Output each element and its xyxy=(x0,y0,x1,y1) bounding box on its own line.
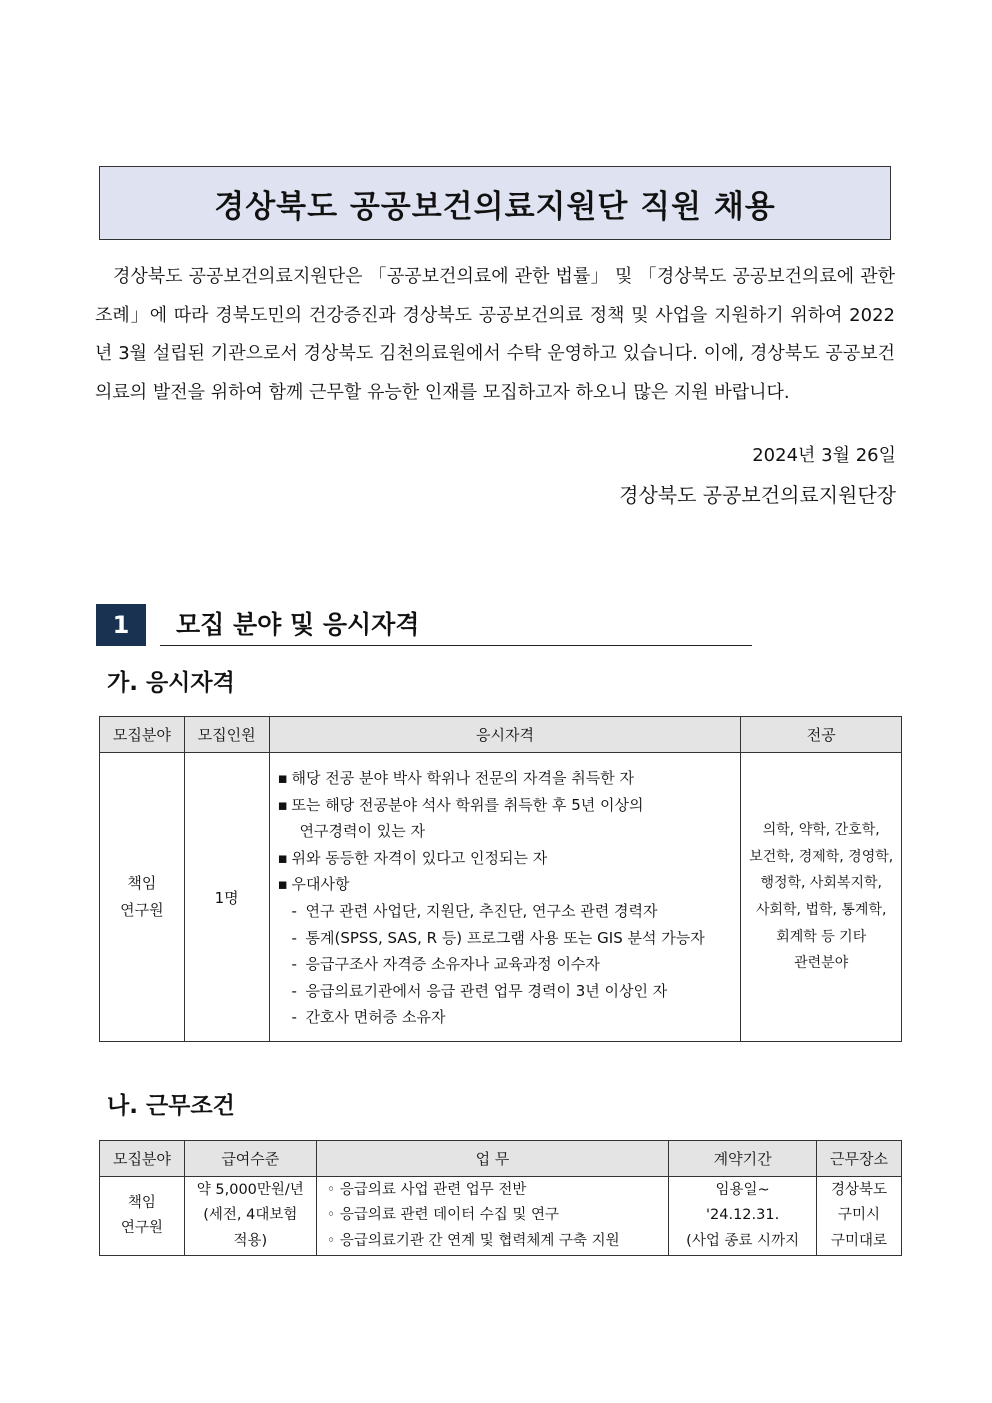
field-cell xyxy=(100,753,185,1042)
page-title: 경상북도 공공보건의료지원단 직원 채용 xyxy=(214,188,776,225)
preference-line: 연구 관련 사업단, 지원단, 추진단, 연구소 관련 경력자 xyxy=(305,901,658,920)
qualification-line: 위와 동등한 자격이 있다고 인정되는 자 xyxy=(291,848,548,867)
conditions-table xyxy=(99,1140,902,1256)
qualification-line: 우대사항 xyxy=(291,875,350,894)
col-header-qualification: 응시자격 xyxy=(269,717,741,753)
section-underline xyxy=(160,645,752,646)
signer: 경상북도 공공보건의료지원단장 xyxy=(619,483,896,507)
major-line: 관련분야 xyxy=(794,955,849,972)
salary-line: (세전, 4대보험 xyxy=(203,1207,298,1224)
col-header-field: 모집분야 xyxy=(100,1141,185,1177)
salary-line: 적용) xyxy=(233,1232,268,1249)
period-line: 임용일~ xyxy=(715,1181,770,1198)
major-line: 사회학, 법학, 통계학, xyxy=(755,902,887,918)
major-line: 보건학, 경제학, 경영학, xyxy=(749,848,894,865)
preference-line: 통계(SPSS, SAS, R 등) 프로그램 사용 또는 GIS 분석 가능자 xyxy=(305,928,705,947)
location-line: 경상북도 xyxy=(831,1181,888,1198)
period-cell xyxy=(669,1177,817,1256)
qualification-cell: ▪ 해당 전공 분야 박사 학위나 전문의 자격을 취득한 자 ▪ 또는 해당 전공분야 석사 학위를 취득한 후 5년 이상의 연구경력이 있는 자 ▪ 위와 동등한 자격이 있다고 인정되는 자 ▪ 우대사항 - 연구 관련 사업단, 지원단, 추진단, 연구소 관련 경력자 - 통계(SPSS, SAS, R 등) 프로그램 사용 또는 GIS 분석 가능자 - 응급구조사 자격증 소유자나 교육과정 이수자 - 응급의료기관에서 응급 관련 업무 경력이 3년 이상인 자 - 간호사 면허증 소유자 xyxy=(269,753,741,1042)
location-cell xyxy=(817,1177,902,1256)
preference-line: 응급의료기관에서 응급 관련 업무 경력이 3년 이상인 자 xyxy=(305,981,668,1000)
salary-line: 약 5,000만원/년 xyxy=(196,1181,304,1198)
col-header-period: 계약기간 xyxy=(669,1141,817,1177)
major-line: 회계학 등 기타 xyxy=(776,928,867,945)
duty-line: ◦ 응급의료기관 간 연계 및 협력체계 구축 지원 xyxy=(326,1232,620,1249)
preference-line: 응급구조사 자격증 소유자나 교육과정 이수자 xyxy=(305,955,600,974)
field-line: 연구원 xyxy=(120,901,164,919)
duty-cell xyxy=(316,1177,668,1256)
preference-line: 간호사 면허증 소유자 xyxy=(305,1008,446,1027)
field-line: 책임 xyxy=(127,1194,156,1211)
field-cell xyxy=(100,1177,185,1256)
conditions-heading: 나. 근무조건 xyxy=(107,1093,235,1119)
major-line: 의학, 약학, 간호학, xyxy=(762,822,880,839)
col-header-salary: 급여수준 xyxy=(184,1141,316,1177)
major-cell xyxy=(741,753,902,1042)
qualification-line: 또는 해당 전공분야 석사 학위를 취득한 후 5년 이상의 xyxy=(291,795,644,814)
section-number: 1 xyxy=(96,604,146,646)
qualification-line: 연구경력이 있는 자 xyxy=(299,822,425,841)
intro-paragraph xyxy=(95,258,895,412)
salary-cell xyxy=(184,1177,316,1256)
field-line: 연구원 xyxy=(120,1220,163,1236)
qualification-table xyxy=(99,716,902,1042)
table-row xyxy=(100,1177,902,1256)
section-title: 모집 분야 및 응시자격 xyxy=(176,610,420,639)
col-header-major: 전공 xyxy=(741,717,902,753)
count-cell: 1명 xyxy=(184,753,269,1042)
table-header-row xyxy=(100,1141,902,1177)
col-header-field: 모집분야 xyxy=(100,717,185,753)
col-header-duty: 업 무 xyxy=(316,1141,668,1177)
title-box xyxy=(99,166,891,240)
location-line: 구미시 xyxy=(838,1207,881,1224)
duty-line: ◦ 응급의료 관련 데이터 수집 및 연구 xyxy=(326,1207,560,1224)
table-header-row xyxy=(100,717,902,753)
qualification-heading: 가. 응시자격 xyxy=(107,670,235,696)
period-line: '24.12.31. xyxy=(706,1207,780,1224)
duty-line: ◦ 응급의료 사업 관련 업무 전반 xyxy=(326,1181,527,1198)
qualification-line: 해당 전공 분야 박사 학위나 전문의 자격을 취득한 자 xyxy=(291,769,634,787)
location-line: 구미대로 xyxy=(831,1232,888,1249)
table-row xyxy=(100,753,902,1042)
intro-text: 경상북도 공공보건의료지원단은 「공공보건의료에 관한 법률」 및 「경상북도 공공보건의료에 관한 조례」에 따라 경북도민의 건강증진과 경상북도 공공보건의료 정책 및 사업을 지원하기 위하여 2022년 3월 설립된 기관으로서 경상북도 김천의료원에서 수탁 운영하고 있습니다. 이에, 경상북도 공공보건의료의 발전을 위하여 함께 근무할 유능한 인재를 모집하고자 하오니 많은 지원 바랍니다. xyxy=(95,266,895,403)
col-header-count: 모집인원 xyxy=(184,717,269,753)
field-line: 책임 xyxy=(127,874,157,892)
period-line: (사업 종료 시까지 xyxy=(686,1232,800,1249)
major-line: 행정학, 사회복지학, xyxy=(760,875,882,892)
col-header-location: 근무장소 xyxy=(817,1141,902,1177)
notice-date: 2024년 3월 26일 xyxy=(752,445,896,466)
